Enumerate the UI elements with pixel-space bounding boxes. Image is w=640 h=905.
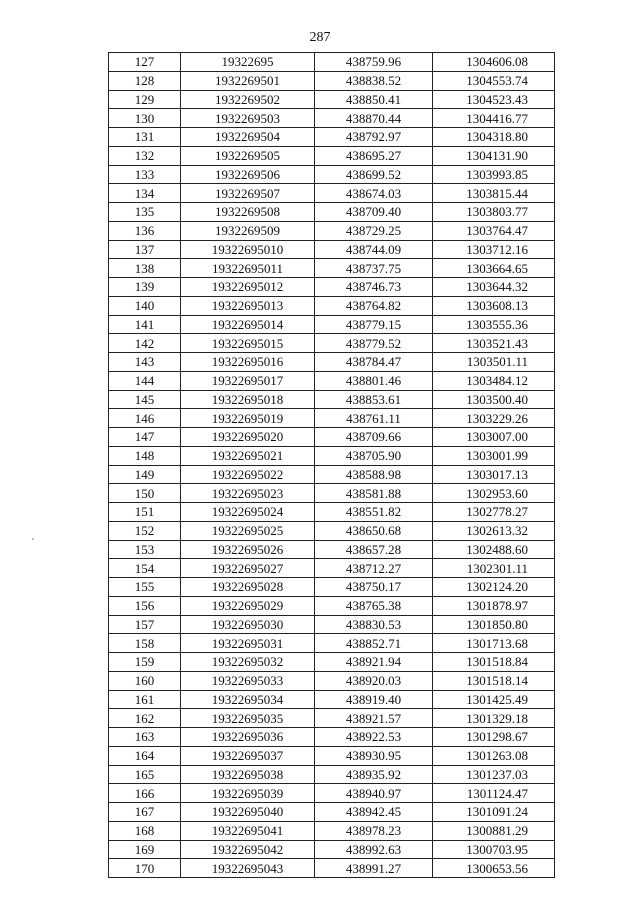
table-row: [109, 165, 555, 184]
table-row: [109, 128, 555, 147]
point-id-cell: 19322695016: [181, 353, 315, 372]
x-coordinate-cell: 438940.97: [315, 784, 433, 803]
point-id-cell: 19322695018: [181, 390, 315, 409]
point-id-cell: 19322695031: [181, 634, 315, 653]
point-id-cell: 19322695042: [181, 840, 315, 859]
table-row: [109, 184, 555, 203]
point-number-cell: 131: [109, 128, 181, 147]
table-row: [109, 203, 555, 222]
x-coordinate-cell: 438759.96: [315, 53, 433, 72]
y-coordinate-cell: 1302953.60: [433, 484, 555, 503]
point-number-cell: 137: [109, 240, 181, 259]
y-coordinate-cell: 1303001.99: [433, 446, 555, 465]
table-row: [109, 428, 555, 447]
table-row: [109, 446, 555, 465]
y-coordinate-cell: 1304416.77: [433, 109, 555, 128]
point-number-cell: 163: [109, 728, 181, 747]
point-number-cell: 157: [109, 615, 181, 634]
point-number-cell: 154: [109, 559, 181, 578]
y-coordinate-cell: 1303521.43: [433, 334, 555, 353]
point-number-cell: 148: [109, 446, 181, 465]
y-coordinate-cell: 1303993.85: [433, 165, 555, 184]
x-coordinate-cell: 438737.75: [315, 259, 433, 278]
point-number-cell: 127: [109, 53, 181, 72]
point-number-cell: 143: [109, 353, 181, 372]
table-row: [109, 353, 555, 372]
table-row: [109, 409, 555, 428]
table-row: [109, 53, 555, 72]
y-coordinate-cell: 1303803.77: [433, 203, 555, 222]
table-row: [109, 746, 555, 765]
point-id-cell: 19322695034: [181, 690, 315, 709]
x-coordinate-cell: 438761.11: [315, 409, 433, 428]
point-number-cell: 138: [109, 259, 181, 278]
x-coordinate-cell: 438744.09: [315, 240, 433, 259]
y-coordinate-cell: 1301263.08: [433, 746, 555, 765]
x-coordinate-cell: 438850.41: [315, 90, 433, 109]
point-id-cell: 19322695033: [181, 671, 315, 690]
table-row: [109, 146, 555, 165]
x-coordinate-cell: 438784.47: [315, 353, 433, 372]
x-coordinate-cell: 438870.44: [315, 109, 433, 128]
coordinates-table-body: [109, 53, 555, 878]
point-id-cell: 1932269509: [181, 221, 315, 240]
point-id-cell: 1932269506: [181, 165, 315, 184]
point-number-cell: 155: [109, 578, 181, 597]
x-coordinate-cell: 438801.46: [315, 371, 433, 390]
x-coordinate-cell: 438674.03: [315, 184, 433, 203]
point-number-cell: 158: [109, 634, 181, 653]
x-coordinate-cell: 438779.15: [315, 315, 433, 334]
point-id-cell: 1932269503: [181, 109, 315, 128]
x-coordinate-cell: 438920.03: [315, 671, 433, 690]
point-id-cell: 1932269508: [181, 203, 315, 222]
y-coordinate-cell: 1301713.68: [433, 634, 555, 653]
point-number-cell: 129: [109, 90, 181, 109]
table-row: [109, 709, 555, 728]
point-number-cell: 162: [109, 709, 181, 728]
x-coordinate-cell: 438921.94: [315, 653, 433, 672]
y-coordinate-cell: 1304606.08: [433, 53, 555, 72]
y-coordinate-cell: 1303500.40: [433, 390, 555, 409]
table-row: [109, 71, 555, 90]
y-coordinate-cell: 1300703.95: [433, 840, 555, 859]
y-coordinate-cell: 1302488.60: [433, 540, 555, 559]
table-row: [109, 540, 555, 559]
point-id-cell: 19322695020: [181, 428, 315, 447]
point-number-cell: 153: [109, 540, 181, 559]
point-number-cell: 144: [109, 371, 181, 390]
x-coordinate-cell: 438588.98: [315, 465, 433, 484]
y-coordinate-cell: 1303484.12: [433, 371, 555, 390]
x-coordinate-cell: 438750.17: [315, 578, 433, 597]
table-row: [109, 728, 555, 747]
point-number-cell: 169: [109, 840, 181, 859]
x-coordinate-cell: 438551.82: [315, 503, 433, 522]
point-id-cell: 19322695023: [181, 484, 315, 503]
point-number-cell: 166: [109, 784, 181, 803]
point-id-cell: 19322695025: [181, 521, 315, 540]
y-coordinate-cell: 1301298.67: [433, 728, 555, 747]
point-id-cell: 19322695022: [181, 465, 315, 484]
y-coordinate-cell: 1304553.74: [433, 71, 555, 90]
point-id-cell: 19322695043: [181, 859, 315, 878]
point-number-cell: 134: [109, 184, 181, 203]
y-coordinate-cell: 1303501.11: [433, 353, 555, 372]
table-row: [109, 259, 555, 278]
y-coordinate-cell: 1303664.65: [433, 259, 555, 278]
x-coordinate-cell: 438922.53: [315, 728, 433, 747]
point-id-cell: 19322695024: [181, 503, 315, 522]
point-number-cell: 151: [109, 503, 181, 522]
point-id-cell: 19322695032: [181, 653, 315, 672]
point-id-cell: 19322695015: [181, 334, 315, 353]
x-coordinate-cell: 438935.92: [315, 765, 433, 784]
scan-speck: [32, 538, 34, 540]
x-coordinate-cell: 438729.25: [315, 221, 433, 240]
y-coordinate-cell: 1303229.26: [433, 409, 555, 428]
point-number-cell: 128: [109, 71, 181, 90]
y-coordinate-cell: 1303555.36: [433, 315, 555, 334]
point-number-cell: 160: [109, 671, 181, 690]
point-number-cell: 152: [109, 521, 181, 540]
y-coordinate-cell: 1304523.43: [433, 90, 555, 109]
x-coordinate-cell: 438765.38: [315, 596, 433, 615]
x-coordinate-cell: 438746.73: [315, 278, 433, 297]
point-number-cell: 142: [109, 334, 181, 353]
point-id-cell: 19322695030: [181, 615, 315, 634]
y-coordinate-cell: 1303815.44: [433, 184, 555, 203]
y-coordinate-cell: 1301518.84: [433, 653, 555, 672]
x-coordinate-cell: 438657.28: [315, 540, 433, 559]
point-number-cell: 150: [109, 484, 181, 503]
table-row: [109, 278, 555, 297]
x-coordinate-cell: 438942.45: [315, 803, 433, 822]
table-row: [109, 671, 555, 690]
point-number-cell: 170: [109, 859, 181, 878]
point-id-cell: 19322695019: [181, 409, 315, 428]
x-coordinate-cell: 438709.66: [315, 428, 433, 447]
point-number-cell: 139: [109, 278, 181, 297]
x-coordinate-cell: 438852.71: [315, 634, 433, 653]
x-coordinate-cell: 438699.52: [315, 165, 433, 184]
y-coordinate-cell: 1303608.13: [433, 296, 555, 315]
point-number-cell: 130: [109, 109, 181, 128]
point-number-cell: 167: [109, 803, 181, 822]
table-row: [109, 521, 555, 540]
y-coordinate-cell: 1301329.18: [433, 709, 555, 728]
y-coordinate-cell: 1303017.13: [433, 465, 555, 484]
table-row: [109, 240, 555, 259]
y-coordinate-cell: 1301237.03: [433, 765, 555, 784]
table-row: [109, 484, 555, 503]
y-coordinate-cell: 1301124.47: [433, 784, 555, 803]
y-coordinate-cell: 1300881.29: [433, 821, 555, 840]
table-row: [109, 765, 555, 784]
table-row: [109, 634, 555, 653]
table-row: [109, 690, 555, 709]
x-coordinate-cell: 438581.88: [315, 484, 433, 503]
point-number-cell: 141: [109, 315, 181, 334]
table-row: [109, 90, 555, 109]
table-row: [109, 334, 555, 353]
point-id-cell: 1932269507: [181, 184, 315, 203]
point-id-cell: 19322695012: [181, 278, 315, 297]
x-coordinate-cell: 438921.57: [315, 709, 433, 728]
point-id-cell: 19322695010: [181, 240, 315, 259]
x-coordinate-cell: 438650.68: [315, 521, 433, 540]
x-coordinate-cell: 438709.40: [315, 203, 433, 222]
x-coordinate-cell: 438978.23: [315, 821, 433, 840]
point-id-cell: 1932269502: [181, 90, 315, 109]
y-coordinate-cell: 1300653.56: [433, 859, 555, 878]
x-coordinate-cell: 438792.97: [315, 128, 433, 147]
x-coordinate-cell: 438705.90: [315, 446, 433, 465]
y-coordinate-cell: 1301850.80: [433, 615, 555, 634]
table-row: [109, 296, 555, 315]
table-row: [109, 784, 555, 803]
point-number-cell: 165: [109, 765, 181, 784]
point-number-cell: 159: [109, 653, 181, 672]
point-number-cell: 146: [109, 409, 181, 428]
point-number-cell: 145: [109, 390, 181, 409]
point-id-cell: 1932269504: [181, 128, 315, 147]
x-coordinate-cell: 438764.82: [315, 296, 433, 315]
table-row: [109, 578, 555, 597]
table-row: [109, 371, 555, 390]
point-number-cell: 135: [109, 203, 181, 222]
table-row: [109, 315, 555, 334]
point-id-cell: 19322695027: [181, 559, 315, 578]
x-coordinate-cell: 438695.27: [315, 146, 433, 165]
y-coordinate-cell: 1303764.47: [433, 221, 555, 240]
point-id-cell: 19322695021: [181, 446, 315, 465]
table-row: [109, 559, 555, 578]
table-row: [109, 840, 555, 859]
point-id-cell: 19322695038: [181, 765, 315, 784]
point-id-cell: 19322695011: [181, 259, 315, 278]
y-coordinate-cell: 1304318.80: [433, 128, 555, 147]
point-number-cell: 149: [109, 465, 181, 484]
y-coordinate-cell: 1301878.97: [433, 596, 555, 615]
table-row: [109, 615, 555, 634]
y-coordinate-cell: 1303644.32: [433, 278, 555, 297]
point-number-cell: 161: [109, 690, 181, 709]
x-coordinate-cell: 438712.27: [315, 559, 433, 578]
table-row: [109, 465, 555, 484]
x-coordinate-cell: 438853.61: [315, 390, 433, 409]
x-coordinate-cell: 438919.40: [315, 690, 433, 709]
point-id-cell: 19322695026: [181, 540, 315, 559]
point-id-cell: 19322695028: [181, 578, 315, 597]
page-number: 287: [309, 30, 331, 45]
table-row: [109, 503, 555, 522]
point-id-cell: 1932269501: [181, 71, 315, 90]
y-coordinate-cell: 1302301.11: [433, 559, 555, 578]
table-row: [109, 221, 555, 240]
x-coordinate-cell: 438838.52: [315, 71, 433, 90]
point-id-cell: 19322695014: [181, 315, 315, 334]
y-coordinate-cell: 1304131.90: [433, 146, 555, 165]
table-row: [109, 859, 555, 878]
table-row: [109, 596, 555, 615]
x-coordinate-cell: 438830.53: [315, 615, 433, 634]
x-coordinate-cell: 438991.27: [315, 859, 433, 878]
point-id-cell: 1932269505: [181, 146, 315, 165]
point-id-cell: 19322695041: [181, 821, 315, 840]
point-number-cell: 136: [109, 221, 181, 240]
table-row: [109, 803, 555, 822]
point-id-cell: 19322695036: [181, 728, 315, 747]
y-coordinate-cell: 1302613.32: [433, 521, 555, 540]
x-coordinate-cell: 438779.52: [315, 334, 433, 353]
table-row: [109, 109, 555, 128]
x-coordinate-cell: 438992.63: [315, 840, 433, 859]
point-number-cell: 147: [109, 428, 181, 447]
point-id-cell: 19322695017: [181, 371, 315, 390]
table-row: [109, 821, 555, 840]
table-row: [109, 390, 555, 409]
point-id-cell: 19322695035: [181, 709, 315, 728]
y-coordinate-cell: 1301091.24: [433, 803, 555, 822]
point-id-cell: 19322695029: [181, 596, 315, 615]
point-number-cell: 133: [109, 165, 181, 184]
point-number-cell: 164: [109, 746, 181, 765]
y-coordinate-cell: 1302124.20: [433, 578, 555, 597]
y-coordinate-cell: 1301518.14: [433, 671, 555, 690]
y-coordinate-cell: 1303712.16: [433, 240, 555, 259]
point-number-cell: 168: [109, 821, 181, 840]
y-coordinate-cell: 1302778.27: [433, 503, 555, 522]
point-id-cell: 19322695040: [181, 803, 315, 822]
y-coordinate-cell: 1301425.49: [433, 690, 555, 709]
point-number-cell: 140: [109, 296, 181, 315]
coordinates-table: [108, 52, 555, 878]
point-id-cell: 19322695: [181, 53, 315, 72]
point-id-cell: 19322695037: [181, 746, 315, 765]
x-coordinate-cell: 438930.95: [315, 746, 433, 765]
table-row: [109, 653, 555, 672]
point-number-cell: 156: [109, 596, 181, 615]
point-id-cell: 19322695013: [181, 296, 315, 315]
point-id-cell: 19322695039: [181, 784, 315, 803]
point-number-cell: 132: [109, 146, 181, 165]
y-coordinate-cell: 1303007.00: [433, 428, 555, 447]
